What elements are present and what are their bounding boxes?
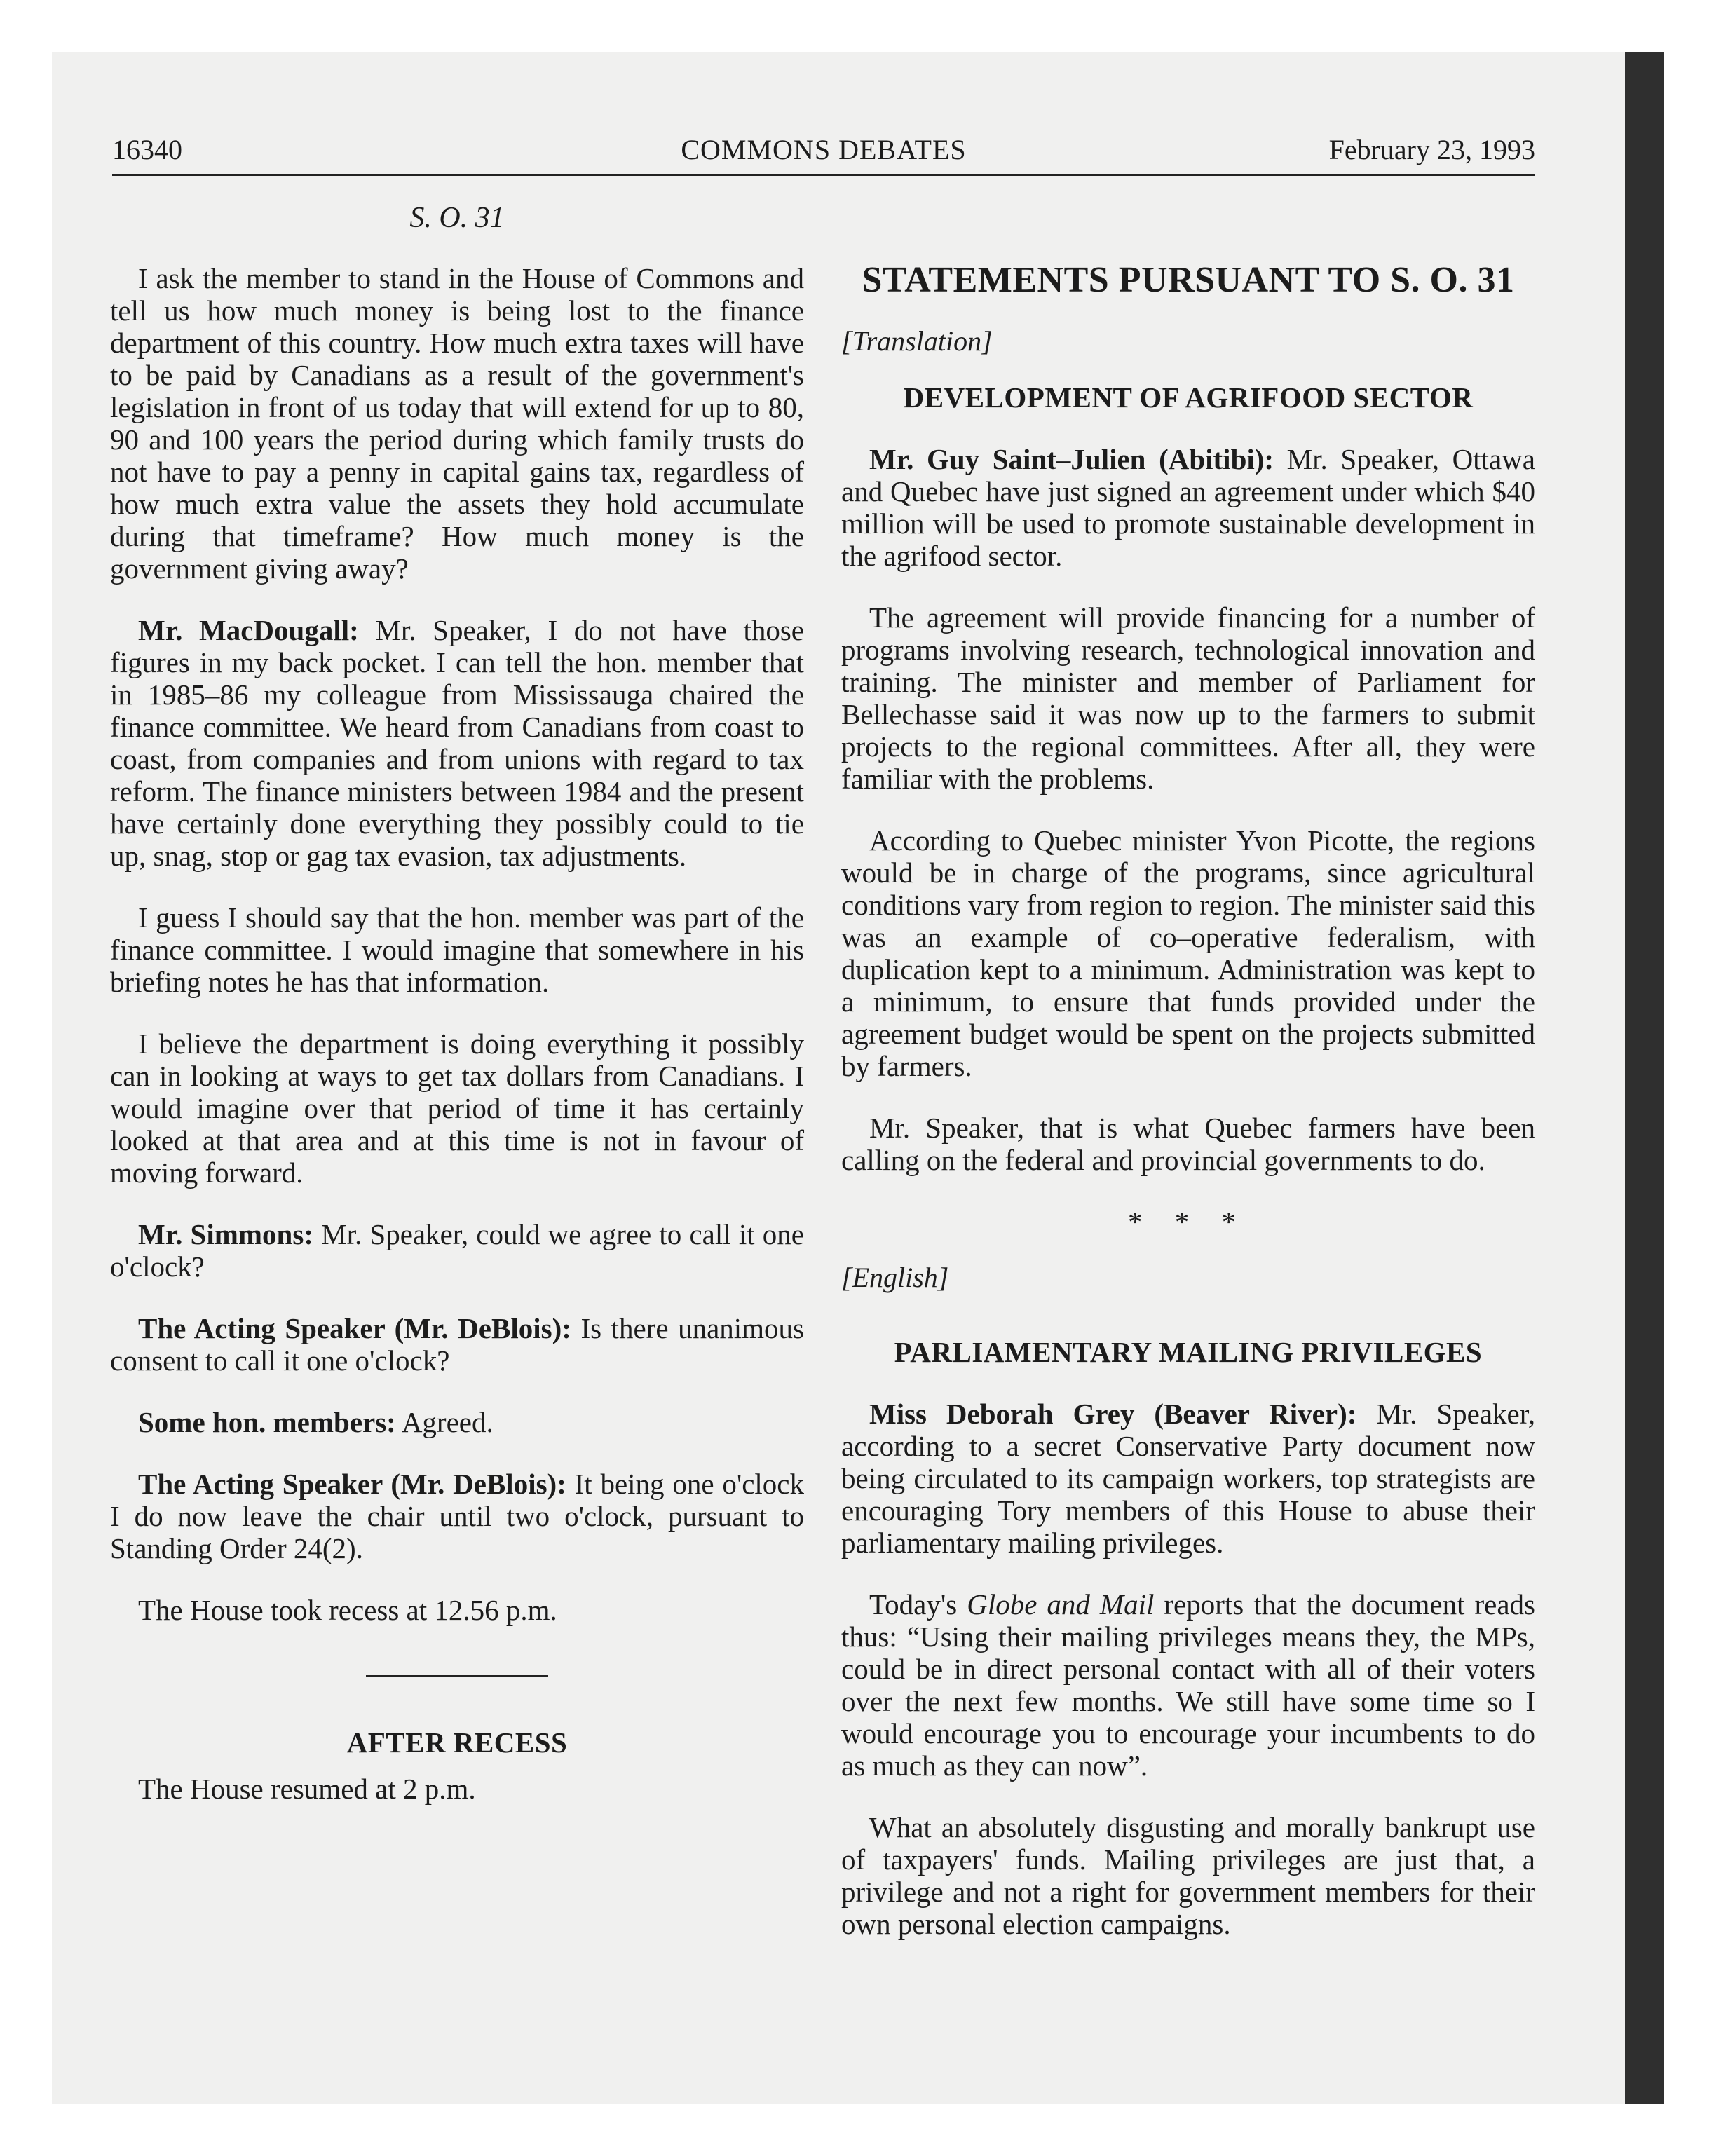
speaker-name: Mr. Guy Saint–Julien (Abitibi): — [869, 443, 1274, 475]
right-column — [841, 259, 1535, 1970]
speech-text: Mr. Speaker, could we agree to call it one o'clock? — [110, 1218, 804, 1283]
speaker-name: Mr. MacDougall: — [138, 614, 359, 646]
paragraph: According to Quebec minister Yvon Picotte, the regions would be in charge of the programs, since agricultural conditions vary from region to region. The minister said this was an example of co–operative federalism, with duplication kept to a minimum. Administration was kept to a minimum, to ensure that funds provided under the agreement budget would be spent on the projects submitted by farmers. — [841, 824, 1535, 1082]
paragraph — [110, 614, 804, 872]
page-header — [112, 133, 1535, 172]
paragraph — [841, 1398, 1535, 1559]
speech-text: Agreed. — [395, 1406, 494, 1438]
speech-text: Mr. Speaker, I do not have those figures in my back pocket. I can tell the hon. member that in 1985–86 my colleague from Mississauga chaired the finance committee. We heard from Canadians from coast to coast, from companies and from unions with regard to tax reform. The finance ministers between 1984 and the present have certainly done everything they possibly could to tie up, snag, stop or gag tax evasion, tax adjustments. — [110, 614, 804, 872]
subsection-heading: PARLIAMENTARY MAILING PRIVILEGES — [894, 1336, 1483, 1368]
speaker-name: The Acting Speaker (Mr. DeBlois): — [138, 1468, 566, 1500]
paragraph: I believe the department is doing everything it possibly can in looking at ways to get tax dollars from Canadians. I would imagine over that period of time it has certainly looked at that area and at this time is not in favour of moving forward. — [110, 1028, 804, 1189]
language-marker: [English] — [841, 1262, 949, 1293]
section-separator-stars: * * * — [1128, 1206, 1248, 1238]
speaker-name: Mr. Simmons: — [138, 1218, 313, 1250]
page-number: 16340 — [112, 134, 182, 165]
publication-title: COMMONS DEBATES — [681, 134, 967, 165]
paragraph — [841, 1588, 1535, 1782]
paragraph: Mr. Speaker, that is what Quebec farmers have been calling on the federal and provincial governments to do. — [841, 1112, 1535, 1176]
speaker-name: The Acting Speaker (Mr. DeBlois): — [138, 1312, 571, 1344]
language-marker: [Translation] — [841, 325, 993, 357]
paragraph: The House took recess at 12.56 p.m. — [138, 1594, 557, 1626]
paragraph: What an absolutely disgusting and morally bankrupt use of taxpayers' funds. Mailing privileges are just that, a privilege and not a right for government members for their own personal election campaigns. — [841, 1811, 1535, 1940]
paragraph — [110, 1406, 804, 1438]
speaker-name: Some hon. members: — [138, 1406, 396, 1438]
so-label: S. O. 31 — [409, 202, 505, 234]
after-recess-heading: AFTER RECESS — [346, 1726, 568, 1759]
header-rule — [112, 174, 1535, 176]
speech-text: Today's — [869, 1588, 967, 1621]
header-date: February 23, 1993 — [1328, 134, 1535, 165]
section-heading: STATEMENTS PURSUANT TO S. O. 31 — [862, 260, 1515, 300]
section-divider — [366, 1675, 548, 1677]
speaker-name: Miss Deborah Grey (Beaver River): — [869, 1398, 1357, 1430]
paragraph: The House resumed at 2 p.m. — [138, 1773, 476, 1805]
newspaper-name: Globe and Mail — [967, 1588, 1155, 1621]
left-column — [110, 202, 804, 1834]
paragraph — [110, 1218, 804, 1283]
paragraph — [110, 1468, 804, 1564]
paragraph: I guess I should say that the hon. member was part of the finance committee. I would imagine that somewhere in his briefing notes he has that information. — [110, 901, 804, 998]
paragraph — [841, 443, 1535, 572]
speech-text: Mr. Speaker, according to a secret Conservative Party document now being circulated to its campaign workers, top strategists are encouraging Tory members of this House to abuse their parliamentary mailing privileges. — [841, 1398, 1535, 1559]
subsection-heading: DEVELOPMENT OF AGRIFOOD SECTOR — [903, 381, 1474, 414]
speech-text: reports that the document reads thus: “Using their mailing privileges means they, the MPs, could be in direct personal contact with all of their voters over the next few months. We still have some time so I would encourage you to encourage your incumbents to do as much as they can now”. — [841, 1588, 1535, 1782]
speech-text: It being one o'clock I do now leave the chair until two o'clock, pursuant to Standing Order 24(2). — [110, 1468, 804, 1564]
paragraph: The agreement will provide financing for a number of programs involving research, technological innovation and training. The minister and member of Parliament for Bellechasse said it was now up to the farmers to submit projects to the regional committees. After all, they were familiar with the problems. — [841, 601, 1535, 795]
paragraph: I ask the member to stand in the House of Commons and tell us how much money is being lost to the finance department of this country. How much extra taxes will have to be paid by Canadians as a result of the government's legislation in front of us today that will extend for up to 80, 90 and 100 years the period during which family trusts do not have to pay a penny in capital gains tax, regardless of how much extra value the assets they hold accumulate during that timeframe? How much money is the government giving away? — [110, 262, 804, 585]
paragraph — [110, 1312, 804, 1377]
speech-text: Is there unanimous consent to call it one o'clock? — [110, 1312, 805, 1377]
scan-edge-shadow — [1625, 52, 1664, 2104]
speech-text: Mr. Speaker, Ottawa and Quebec have just signed an agreement under which $40 million will be used to promote sustainable development in the agrifood sector. — [841, 443, 1535, 572]
